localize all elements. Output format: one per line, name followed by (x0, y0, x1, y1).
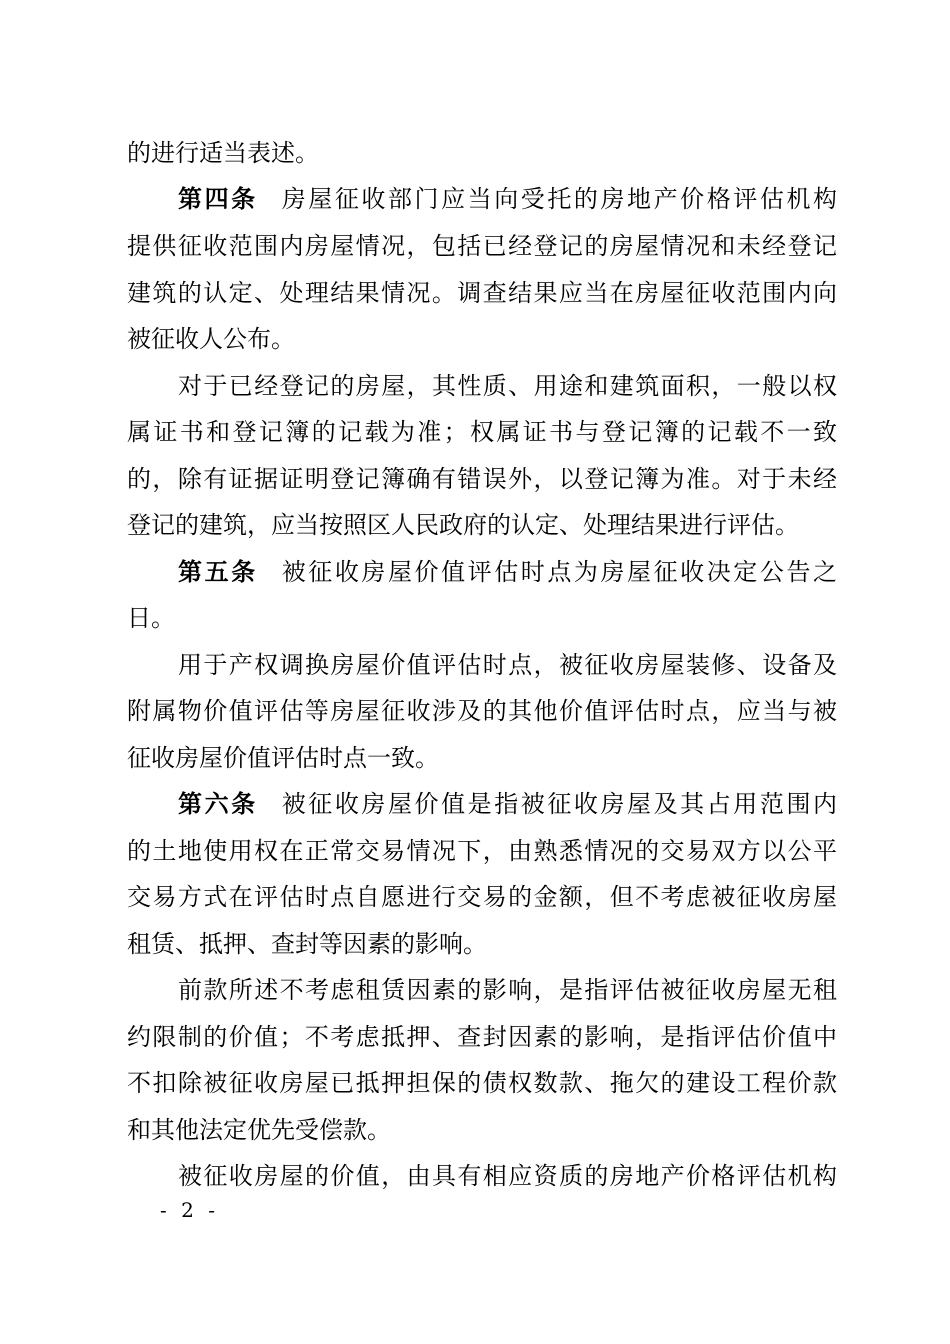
line-text: 提供征收范围内房屋情况，包括已经登记的房屋情况和未经登记 (127, 232, 837, 260)
text-line (127, 508, 837, 542)
line-text: 前款所述不考虑租赁因素的影响，是指评估被征收房屋无租 (178, 976, 837, 1004)
line-text: 附属物价值评估等房屋征收涉及的其他价值评估时点，应当与被 (127, 697, 837, 725)
text-line (127, 880, 837, 914)
text-line (127, 1066, 837, 1100)
line-text: 日。 (127, 604, 175, 632)
text-line (127, 229, 837, 263)
article-label: 第六条 (178, 790, 258, 818)
text-line (127, 741, 837, 775)
text-line (127, 927, 837, 961)
paragraph-first-line (178, 648, 837, 682)
line-text: 被征收房屋的价值，由具有相应资质的房地产价格评估机构 (178, 1162, 837, 1190)
text-line (127, 694, 837, 728)
paragraph-first-line (178, 369, 837, 403)
line-text: 建筑的认定、处理结果情况。调查结果应当在房屋征收范围内向 (127, 279, 837, 307)
paragraph-first-line (178, 973, 837, 1007)
text-line (127, 415, 837, 449)
line-text: 的，除有证据证明登记簿确有错误外，以登记簿为准。对于未经 (127, 465, 837, 493)
text-line (127, 276, 837, 310)
line-text: 交易方式在评估时点自愿进行交易的金额，但不考虑被征收房屋 (127, 883, 837, 911)
text-line (127, 1113, 837, 1147)
text-line (127, 136, 837, 170)
page-number: - 2 - (160, 1198, 219, 1222)
line-text: 的进行适当表述。 (127, 139, 319, 167)
text-line (127, 601, 837, 635)
line-text: 属证书和登记簿的记载为准；权属证书与登记簿的记载不一致 (127, 418, 837, 446)
line-text: 用于产权调换房屋价值评估时点，被征收房屋装修、设备及 (178, 651, 837, 679)
article-6-first-line (178, 787, 837, 821)
article-5-first-line (178, 555, 837, 589)
article-label: 第五条 (178, 558, 258, 586)
line-text: 租赁、抵押、查封等因素的影响。 (127, 930, 487, 958)
text-line (127, 462, 837, 496)
line-text: 约限制的价值；不考虑抵押、查封因素的影响，是指评估价值中 (127, 1023, 837, 1051)
line-text: 的土地使用权在正常交易情况下，由熟悉情况的交易双方以公平 (127, 837, 837, 865)
line-text: 不扣除被征收房屋已抵押担保的债权数款、拖欠的建设工程价款 (127, 1069, 837, 1097)
line-text: 对于已经登记的房屋，其性质、用途和建筑面积，一般以权 (178, 372, 837, 400)
line-text: 被征收房屋价值是指被征收房屋及其占用范围内 (281, 790, 838, 818)
text-line (127, 834, 837, 868)
article-label: 第四条 (178, 185, 258, 213)
text-line (127, 1020, 837, 1054)
line-text: 征收房屋价值评估时点一致。 (127, 744, 439, 772)
line-text: 被征收房屋价值评估时点为房屋征收决定公告之 (281, 558, 838, 586)
line-text: 和其他法定优先受偿款。 (127, 1116, 391, 1144)
line-text: 登记的建筑，应当按照区人民政府的认定、处理结果进行评估。 (127, 511, 799, 539)
line-text: 被征收人公布。 (127, 325, 295, 353)
article-4-first-line (178, 182, 837, 216)
paragraph-first-line (178, 1159, 837, 1193)
text-line (127, 322, 837, 356)
line-text: 房屋征收部门应当向受托的房地产价格评估机构 (281, 185, 838, 213)
